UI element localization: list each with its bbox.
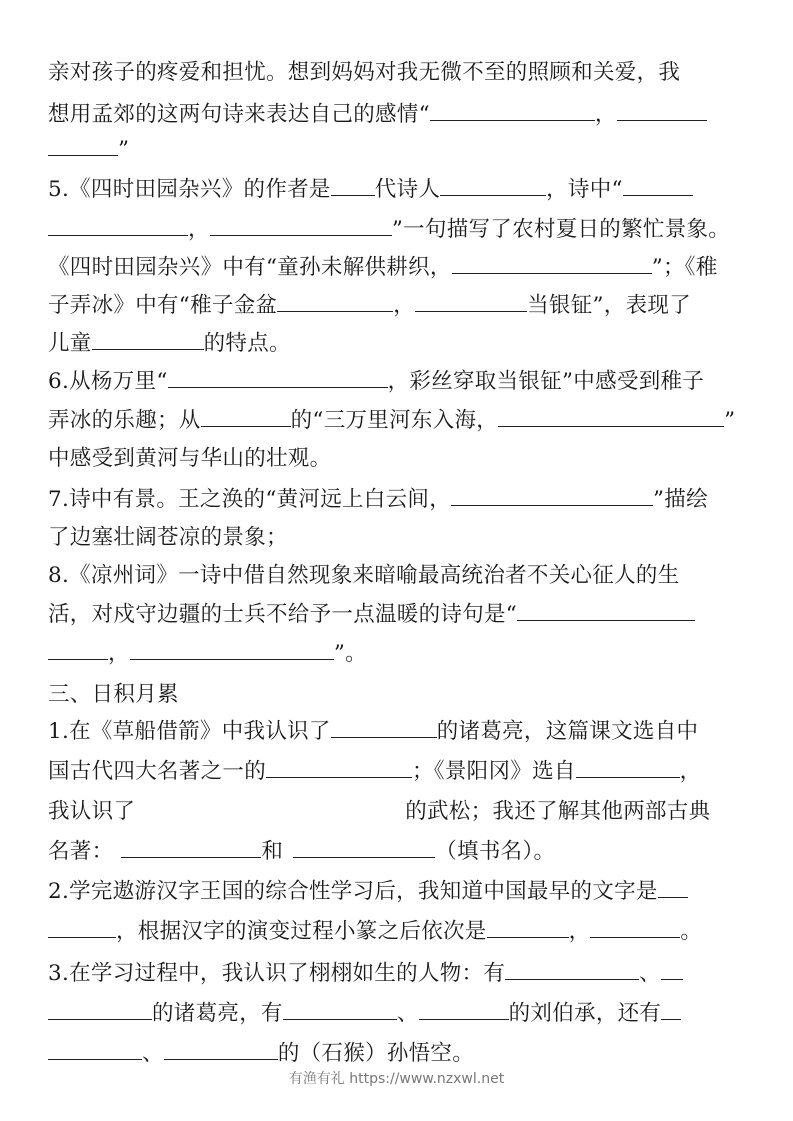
- text-segment: 8.《凉州词》一诗中借自然现象来暗喻最高统治者不关心征人的生: [48, 563, 680, 588]
- section-heading: [48, 677, 179, 708]
- text-segment: ”描绘: [653, 487, 708, 512]
- text-segment: ”；《稚: [651, 255, 718, 280]
- answer-blank[interactable]: [48, 1037, 142, 1060]
- answer-blank[interactable]: [48, 637, 108, 660]
- text-segment: ，: [568, 919, 591, 944]
- text-segment: 中感受到黄河与华山的壮观。: [48, 446, 332, 471]
- text-segment: 国古代四大名著之一的: [48, 759, 267, 784]
- text-segment: 。: [680, 919, 703, 944]
- text-line: [48, 55, 680, 86]
- text-segment: 的诸葛亮，有: [152, 1001, 283, 1026]
- text-segment: 3.在学习过程中，我认识了栩栩如生的人物：有: [48, 961, 506, 986]
- answer-blank[interactable]: [293, 835, 435, 858]
- text-segment: 5.《四时田园杂兴》的作者是: [48, 177, 331, 202]
- text-segment: ”: [724, 408, 736, 433]
- text-segment: 亲对孩子的疼爱和担忧。想到妈妈对我无微不至的照顾和关爱，我: [48, 60, 681, 85]
- answer-blank[interactable]: [210, 213, 392, 236]
- answer-blank[interactable]: [130, 637, 334, 660]
- text-line: [48, 597, 695, 628]
- answer-blank[interactable]: [661, 997, 681, 1020]
- text-segment: 的武松；我还了解其他两部古典: [405, 799, 711, 824]
- text-segment: 想用孟郊的这两句诗来表达自己的感情“: [48, 102, 430, 127]
- text-segment: 的刘伯承，还有: [508, 1001, 662, 1026]
- answer-blank[interactable]: [576, 755, 680, 778]
- text-line: [48, 172, 693, 203]
- text-segment: 、: [639, 961, 661, 986]
- text-line: [48, 714, 698, 745]
- answer-blank[interactable]: [266, 755, 412, 778]
- answer-blank[interactable]: [48, 997, 152, 1020]
- text-segment: 我认识了: [48, 799, 136, 824]
- text-segment: 、: [396, 1001, 419, 1026]
- text-line: [48, 326, 291, 357]
- text-line: [48, 558, 680, 589]
- text-segment: 了边塞壮阔苍凉的景象；: [48, 525, 288, 550]
- answer-blank[interactable]: [419, 997, 509, 1020]
- text-segment: ，: [594, 102, 617, 127]
- text-line: [48, 403, 735, 434]
- answer-blank[interactable]: [283, 997, 397, 1020]
- answer-blank[interactable]: [623, 173, 693, 196]
- text-segment: ”一句描写了农村夏日的繁忙景象。: [391, 217, 731, 242]
- footer-watermark: 有渔有礼 https://www.nzxwl.net: [288, 1071, 505, 1087]
- text-line: [48, 1036, 474, 1067]
- text-segment: （填书名）。: [435, 839, 556, 864]
- answer-blank[interactable]: [168, 365, 388, 388]
- answer-blank[interactable]: [201, 404, 291, 427]
- text-segment: 《四时田园杂兴》中有“童孙未解供耕织，: [48, 255, 452, 280]
- answer-blank[interactable]: [590, 915, 680, 938]
- text-segment: 弄冰的乐趣；从: [48, 408, 201, 433]
- text-segment: 名著：: [48, 839, 114, 864]
- text-line: [48, 794, 710, 825]
- answer-blank[interactable]: [451, 483, 653, 506]
- answer-blank[interactable]: [48, 133, 118, 156]
- answer-blank[interactable]: [48, 213, 188, 236]
- text-segment: 、: [142, 1041, 164, 1066]
- text-segment: ”。: [333, 641, 367, 666]
- text-line: [48, 914, 702, 945]
- text-segment: ，诗中“: [546, 177, 623, 202]
- text-segment: 的特点。: [203, 331, 291, 356]
- text-segment: 活，对戍守边疆的士兵不给予一点温暖的诗句是“: [48, 602, 518, 627]
- text-segment: 代诗人: [374, 177, 441, 202]
- text-line: [48, 482, 708, 513]
- answer-blank[interactable]: [440, 173, 546, 196]
- text-line: [48, 364, 704, 395]
- text-line: [48, 636, 367, 667]
- text-line: [48, 288, 691, 319]
- answer-blank[interactable]: [430, 98, 595, 121]
- answer-blank[interactable]: [487, 915, 569, 938]
- text-line: [48, 996, 681, 1027]
- text-segment: 2.学完遨游汉字王国的综合性学习后，我知道中国最早的文字是: [48, 879, 658, 904]
- answer-blank[interactable]: [415, 289, 527, 312]
- text-segment: 当银钲”，表现了: [527, 293, 692, 318]
- answer-blank[interactable]: [331, 173, 375, 196]
- text-segment: 6.从杨万里“: [48, 369, 168, 394]
- text-line: [48, 97, 707, 128]
- text-segment: ，彩丝穿取当银钲”中感受到稚子: [387, 369, 705, 394]
- text-line: [48, 834, 555, 865]
- text-segment: ，: [108, 641, 130, 666]
- answer-blank[interactable]: [661, 957, 683, 980]
- answer-blank[interactable]: [498, 404, 724, 427]
- text-segment: ，: [393, 293, 416, 318]
- answer-blank[interactable]: [48, 915, 116, 938]
- text-line: [48, 520, 288, 551]
- text-segment: 的（石猴）孙悟空。: [277, 1041, 475, 1066]
- text-segment: 的“三万里河东入海，: [290, 408, 499, 433]
- text-segment: 子弄冰》中有“稚子金盆: [48, 293, 278, 318]
- text-segment: 7.诗中有景。王之涣的“黄河远上白云间，: [48, 487, 452, 512]
- text-segment: ”: [118, 137, 130, 162]
- answer-blank[interactable]: [517, 598, 695, 621]
- text-line: [48, 874, 688, 905]
- text-segment: 和: [261, 839, 284, 864]
- text-segment: ，: [188, 217, 210, 242]
- answer-blank[interactable]: [277, 289, 393, 312]
- answer-blank[interactable]: [452, 251, 652, 274]
- text-segment: ；《景阳冈》选自: [412, 759, 576, 784]
- text-segment: 1.在《草船借箭》中我认识了: [48, 719, 331, 744]
- text-segment: ，根据汉字的演变过程小篆之后依次是: [116, 919, 487, 944]
- answer-blank[interactable]: [121, 835, 261, 858]
- answer-blank[interactable]: [505, 957, 639, 980]
- answer-blank[interactable]: [92, 327, 204, 350]
- text-line: [48, 212, 730, 243]
- text-line: [48, 754, 701, 785]
- text-line: [48, 133, 129, 162]
- answer-blank[interactable]: [658, 875, 688, 898]
- answer-blank[interactable]: [164, 1037, 278, 1060]
- text-line: [48, 441, 331, 472]
- text-segment: 的诸葛亮，这篇课文选自中: [436, 719, 699, 744]
- text-segment: ，: [679, 759, 702, 784]
- text-segment: 儿童: [48, 331, 92, 356]
- text-line: [48, 250, 718, 281]
- text-line: [48, 956, 683, 987]
- answer-blank[interactable]: [331, 715, 437, 738]
- text-segment: 三、日积月累: [48, 682, 179, 707]
- answer-blank[interactable]: [617, 98, 707, 121]
